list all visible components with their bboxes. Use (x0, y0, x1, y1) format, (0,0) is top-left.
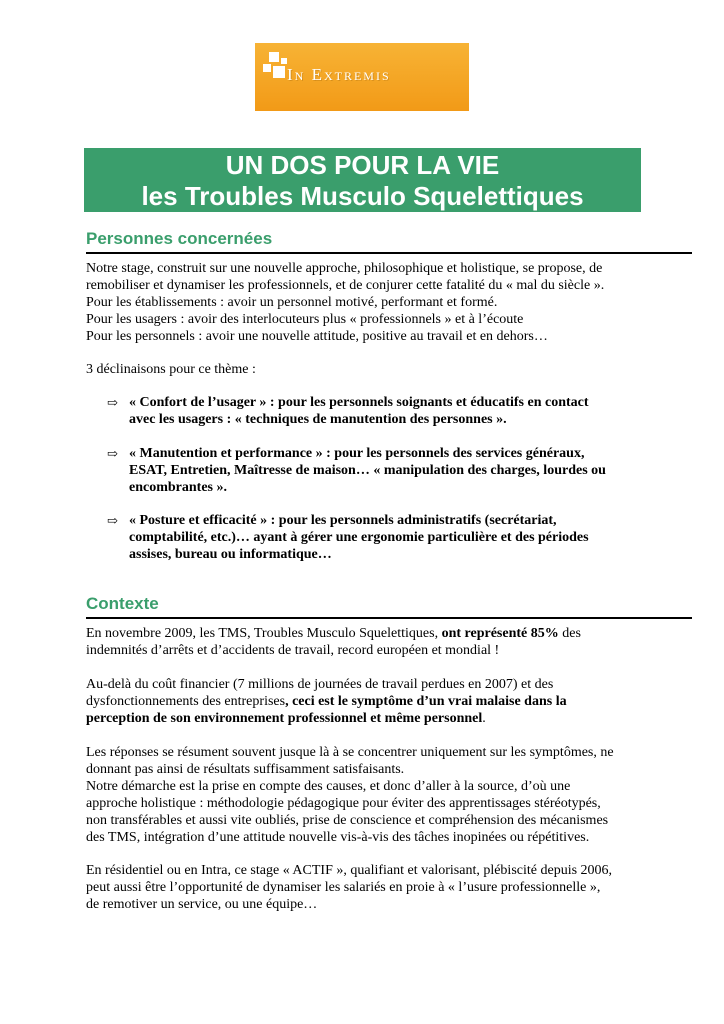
arrow-right-icon: ⇨ (107, 513, 118, 528)
paragraph-line (86, 710, 686, 727)
contexte-paragraph-1 (86, 625, 686, 659)
text-run: En novembre 2009, les TMS, Troubles Musculo Squelettiques, (86, 626, 442, 641)
bold-run: ont représenté 85% (441, 626, 559, 641)
text-run: . (482, 711, 486, 726)
contexte-paragraph-4 (86, 862, 686, 913)
paragraph-line: En résidentiel ou en Intra, ce stage « ACTIF », qualifiant et valorisant, plébiscité depuis 2006, (86, 863, 613, 878)
paragraph-line: Les réponses se résument souvent jusque là à se concentrer uniquement sur les symptômes, ne (86, 745, 614, 760)
paragraph-line: Au-delà du coût financier (7 millions de journées de travail perdues en 2007) et des (86, 677, 554, 692)
contexte-paragraph-3 (86, 744, 686, 846)
declinaisons-text: 3 déclinaisons pour ce thème : (86, 362, 256, 377)
title-line-1: UN DOS POUR LA VIE (225, 150, 500, 180)
paragraph-line: peut aussi être l’opportunité de dynamiser les salariés en proie à « l’usure professionnelle », (86, 880, 601, 895)
paragraph-line: indemnités d’arrêts et d’accidents de travail, record européen et mondial ! (86, 643, 500, 658)
bullet-line: « Manutention et performance » : pour les personnels des services généraux, (129, 446, 585, 461)
paragraph-line: donnant pas ainsi de résultats suffisamment satisfaisants. (86, 762, 405, 777)
bullet-line: « Confort de l’usager » : pour les personnels soignants et éducatifs en contact (129, 395, 589, 410)
text-run: des (558, 626, 581, 641)
bullet-line: ESAT, Entretien, Maîtresse de maison… « manipulation des charges, lourdes ou (129, 463, 606, 478)
bullet-line: avec les usagers : « techniques de manutention des personnes ». (129, 412, 507, 427)
bullet-line: « Posture et efficacité » : pour les personnels administratifs (secrétariat, (129, 513, 557, 528)
paragraph-line: non transférables et aussi vite oubliés, prise de conscience et compréhension des mécanismes (86, 813, 609, 828)
intro-line: Notre stage, construit sur une nouvelle approche, philosophique et holistique, se propose, de (86, 261, 603, 276)
logo-squares-icon (263, 52, 289, 78)
bullet-line: comptabilité, etc.)… ayant à gérer une ergonomie particulière et des périodes (129, 530, 589, 545)
intro-line: remobiliser et dynamiser les professionnels, et de conjurer cette fatalité du « mal du siècle ». (86, 278, 605, 293)
bold-run: , ceci est le symptôme d’un vrai malaise dans la (285, 694, 567, 709)
paragraph-line (86, 625, 686, 642)
arrow-right-icon: ⇨ (107, 395, 118, 410)
paragraph-line: des TMS, intégration d’une attitude nouvelle vis-à-vis des tâches inopinées ou répétitives. (86, 830, 590, 845)
document-title (84, 148, 641, 212)
logo-text: In Extremis (287, 65, 391, 84)
paragraph-line: approche holistique : méthodologie pédagogique pour éviter des apprentissages stéréotypés, (86, 796, 601, 811)
intro-line: Pour les usagers : avoir des interlocuteurs plus « professionnels » et à l’écoute (86, 312, 524, 327)
section-heading-personnes: Personnes concernées (86, 229, 692, 254)
declinaisons-label (86, 361, 686, 378)
section1-intro (86, 260, 686, 345)
text-run: dysfonctionnements des entreprises (86, 694, 286, 709)
bullet-line: assises, bureau ou informatique… (129, 547, 332, 562)
arrow-right-icon: ⇨ (107, 446, 118, 461)
title-line-2: les Troubles Musculo Squelettiques (141, 181, 584, 211)
intro-line: Pour les personnels : avoir une nouvelle attitude, positive au travail et en dehors… (86, 329, 548, 344)
paragraph-line: Notre démarche est la prise en compte des causes, et donc d’aller à la source, d’où une (86, 779, 571, 794)
bold-run: perception de son environnement professionnel et même personnel (86, 711, 483, 726)
intro-line: Pour les établissements : avoir un personnel motivé, performant et formé. (86, 295, 498, 310)
paragraph-line (86, 693, 686, 710)
section-heading-contexte: Contexte (86, 594, 692, 619)
in-extremis-logo (255, 43, 469, 111)
bullet-line: encombrantes ». (129, 480, 227, 495)
contexte-paragraph-2 (86, 676, 686, 727)
paragraph-line: de remotiver un service, ou une équipe… (86, 897, 318, 912)
